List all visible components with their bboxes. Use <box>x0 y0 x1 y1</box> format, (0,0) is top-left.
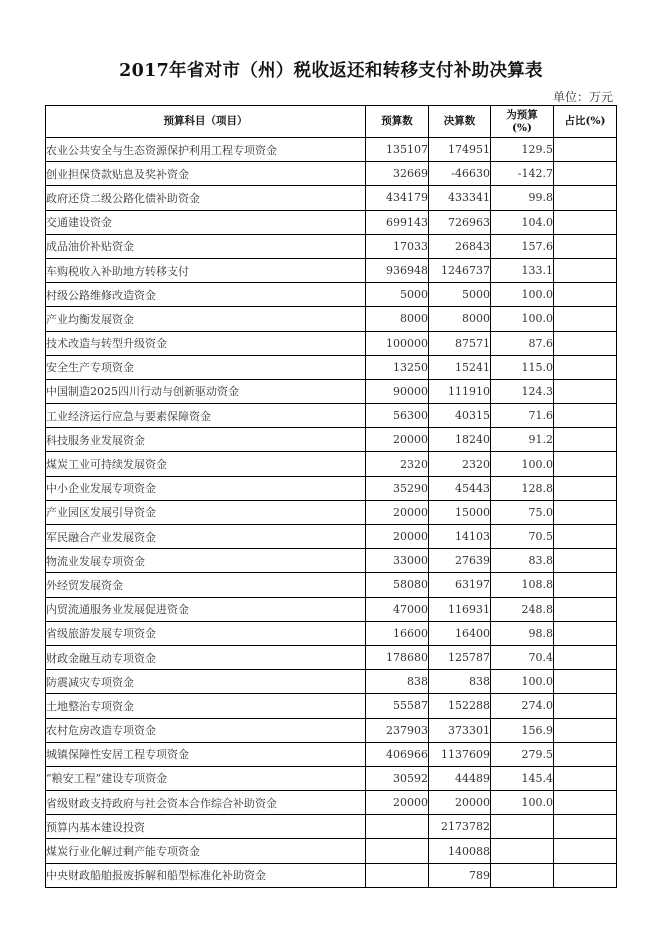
row-pct-of-budget: 100.0 <box>491 307 554 331</box>
row-pct-of-budget: 70.4 <box>491 645 554 669</box>
row-pct-of-budget: 100.0 <box>491 283 554 307</box>
row-final: 44489 <box>429 766 491 790</box>
row-share <box>554 839 617 863</box>
table-row <box>46 428 617 452</box>
row-item-name: 中央财政船舶报废拆解和船型标准化补助资金 <box>46 863 366 887</box>
row-budget: 20000 <box>366 525 429 549</box>
row-share <box>554 621 617 645</box>
row-item-name: 防震减灾专项资金 <box>46 670 366 694</box>
row-final: 26843 <box>429 234 491 258</box>
row-final: 20000 <box>429 791 491 815</box>
row-budget: 8000 <box>366 307 429 331</box>
row-item-name: 中国制造2025四川行动与创新驱动资金 <box>46 379 366 403</box>
row-budget: 58080 <box>366 573 429 597</box>
table-row <box>46 355 617 379</box>
row-pct-of-budget <box>491 815 554 839</box>
row-final: 111910 <box>429 379 491 403</box>
row-item-name: 煤炭工业可持续发展资金 <box>46 452 366 476</box>
row-budget <box>366 863 429 887</box>
table-row <box>46 476 617 500</box>
row-pct-of-budget: 87.6 <box>491 331 554 355</box>
row-pct-of-budget: 99.8 <box>491 186 554 210</box>
header-item: 预算科目（项目） <box>46 106 366 138</box>
row-item-name: 内贸流通服务业发展促进资金 <box>46 597 366 621</box>
budget-table <box>45 105 617 888</box>
row-item-name: 预算内基本建设投资 <box>46 815 366 839</box>
table-row <box>46 186 617 210</box>
header-pct-line2: (%) <box>512 121 532 134</box>
table-row <box>46 307 617 331</box>
row-budget: 838 <box>366 670 429 694</box>
header-budget: 预算数 <box>366 106 429 138</box>
document-title: 2017年省对市（州）税收返还和转移支付补助决算表 <box>119 61 543 81</box>
row-item-name: 城镇保障性安居工程专项资金 <box>46 742 366 766</box>
row-budget: 90000 <box>366 379 429 403</box>
row-share <box>554 694 617 718</box>
row-pct-of-budget: -142.7 <box>491 162 554 186</box>
table-row <box>46 500 617 524</box>
row-budget: 30592 <box>366 766 429 790</box>
table-row <box>46 670 617 694</box>
row-share <box>554 234 617 258</box>
row-item-name: 创业担保贷款贴息及奖补资金 <box>46 162 366 186</box>
row-item-name: 产业均衡发展资金 <box>46 307 366 331</box>
row-pct-of-budget: 128.8 <box>491 476 554 500</box>
table-row <box>46 597 617 621</box>
row-pct-of-budget: 75.0 <box>491 500 554 524</box>
row-pct-of-budget: 100.0 <box>491 452 554 476</box>
row-pct-of-budget <box>491 839 554 863</box>
row-pct-of-budget: 100.0 <box>491 791 554 815</box>
table-body <box>46 138 617 888</box>
row-pct-of-budget <box>491 863 554 887</box>
table-row <box>46 210 617 234</box>
row-budget: 20000 <box>366 791 429 815</box>
row-final: 726963 <box>429 210 491 234</box>
row-share <box>554 863 617 887</box>
table-row <box>46 791 617 815</box>
row-final: 838 <box>429 670 491 694</box>
row-share <box>554 428 617 452</box>
row-pct-of-budget: 70.5 <box>491 525 554 549</box>
row-budget: 100000 <box>366 331 429 355</box>
row-item-name: 工业经济运行应急与要素保障资金 <box>46 404 366 428</box>
table-header-row <box>46 106 617 138</box>
row-share <box>554 476 617 500</box>
row-budget: 32669 <box>366 162 429 186</box>
row-share <box>554 162 617 186</box>
table-row <box>46 379 617 403</box>
row-pct-of-budget: 104.0 <box>491 210 554 234</box>
row-pct-of-budget: 279.5 <box>491 742 554 766</box>
row-final: 789 <box>429 863 491 887</box>
row-pct-of-budget: 274.0 <box>491 694 554 718</box>
row-item-name: 物流业发展专项资金 <box>46 549 366 573</box>
row-budget: 33000 <box>366 549 429 573</box>
table-row <box>46 258 617 282</box>
row-item-name: 财政金融互动专项资金 <box>46 645 366 669</box>
row-final: 16400 <box>429 621 491 645</box>
row-pct-of-budget: 83.8 <box>491 549 554 573</box>
table-row <box>46 645 617 669</box>
unit-label: 单位：万元 <box>552 90 613 104</box>
header-pct-line1: 为预算 <box>506 108 538 121</box>
row-item-name: 外经贸发展资金 <box>46 573 366 597</box>
row-share <box>554 525 617 549</box>
row-budget: 178680 <box>366 645 429 669</box>
row-final: 140088 <box>429 839 491 863</box>
row-pct-of-budget: 124.3 <box>491 379 554 403</box>
row-final: 15241 <box>429 355 491 379</box>
row-budget: 5000 <box>366 283 429 307</box>
row-final: 1246737 <box>429 258 491 282</box>
row-budget: 56300 <box>366 404 429 428</box>
row-final: 14103 <box>429 525 491 549</box>
row-budget: 936948 <box>366 258 429 282</box>
table-row <box>46 815 617 839</box>
row-final: 433341 <box>429 186 491 210</box>
row-share <box>554 500 617 524</box>
row-pct-of-budget: 157.6 <box>491 234 554 258</box>
row-pct-of-budget: 156.9 <box>491 718 554 742</box>
table-row <box>46 404 617 428</box>
row-share <box>554 258 617 282</box>
row-pct-of-budget: 71.6 <box>491 404 554 428</box>
row-share <box>554 355 617 379</box>
header-share: 占比(%) <box>554 106 617 138</box>
table-row <box>46 331 617 355</box>
row-share <box>554 379 617 403</box>
row-share <box>554 210 617 234</box>
row-budget: 55587 <box>366 694 429 718</box>
row-item-name: 交通建设资金 <box>46 210 366 234</box>
row-final: 45443 <box>429 476 491 500</box>
row-item-name: 省级旅游发展专项资金 <box>46 621 366 645</box>
row-share <box>554 331 617 355</box>
table-row <box>46 283 617 307</box>
table-row <box>46 839 617 863</box>
row-final: 8000 <box>429 307 491 331</box>
row-share <box>554 404 617 428</box>
table-row <box>46 162 617 186</box>
row-share <box>554 283 617 307</box>
row-pct-of-budget: 98.8 <box>491 621 554 645</box>
row-final: 2173782 <box>429 815 491 839</box>
row-share <box>554 138 617 162</box>
table-row <box>46 621 617 645</box>
row-item-name: 土地整治专项资金 <box>46 694 366 718</box>
table-row <box>46 863 617 887</box>
table-row <box>46 742 617 766</box>
row-pct-of-budget: 91.2 <box>491 428 554 452</box>
table-row <box>46 525 617 549</box>
row-pct-of-budget: 145.4 <box>491 766 554 790</box>
table-row <box>46 766 617 790</box>
row-item-name: 军民融合产业发展资金 <box>46 525 366 549</box>
row-share <box>554 549 617 573</box>
row-final: 125787 <box>429 645 491 669</box>
row-pct-of-budget: 129.5 <box>491 138 554 162</box>
row-item-name: 科技服务业发展资金 <box>46 428 366 452</box>
row-share <box>554 186 617 210</box>
row-budget: 699143 <box>366 210 429 234</box>
row-final: 18240 <box>429 428 491 452</box>
row-budget: 35290 <box>366 476 429 500</box>
row-share <box>554 670 617 694</box>
table-row <box>46 234 617 258</box>
row-pct-of-budget: 133.1 <box>491 258 554 282</box>
row-pct-of-budget: 115.0 <box>491 355 554 379</box>
row-final: 152288 <box>429 694 491 718</box>
row-final: 87571 <box>429 331 491 355</box>
row-item-name: 车购税收入补助地方转移支付 <box>46 258 366 282</box>
row-item-name: 成品油价补贴资金 <box>46 234 366 258</box>
row-share <box>554 307 617 331</box>
row-item-name: 农村危房改造专项资金 <box>46 718 366 742</box>
row-budget: 237903 <box>366 718 429 742</box>
row-final: 27639 <box>429 549 491 573</box>
row-budget: 17033 <box>366 234 429 258</box>
row-budget: 20000 <box>366 428 429 452</box>
row-final: 40315 <box>429 404 491 428</box>
row-share <box>554 452 617 476</box>
row-share <box>554 766 617 790</box>
row-share <box>554 645 617 669</box>
row-budget: 434179 <box>366 186 429 210</box>
row-budget <box>366 815 429 839</box>
row-budget: 135107 <box>366 138 429 162</box>
row-item-name: 中小企业发展专项资金 <box>46 476 366 500</box>
row-share <box>554 742 617 766</box>
row-budget: 13250 <box>366 355 429 379</box>
row-pct-of-budget: 108.8 <box>491 573 554 597</box>
table-row <box>46 573 617 597</box>
row-final: 15000 <box>429 500 491 524</box>
header-pct-of-budget <box>491 106 554 138</box>
row-budget: 2320 <box>366 452 429 476</box>
row-budget <box>366 839 429 863</box>
row-item-name: 煤炭行业化解过剩产能专项资金 <box>46 839 366 863</box>
row-item-name: 安全生产专项资金 <box>46 355 366 379</box>
row-budget: 20000 <box>366 500 429 524</box>
row-item-name: 农业公共安全与生态资源保护利用工程专项资金 <box>46 138 366 162</box>
table-row <box>46 549 617 573</box>
row-share <box>554 597 617 621</box>
row-item-name: 村级公路维修改造资金 <box>46 283 366 307</box>
row-final: -46630 <box>429 162 491 186</box>
table-row <box>46 694 617 718</box>
row-pct-of-budget: 248.8 <box>491 597 554 621</box>
row-item-name: 产业园区发展引导资金 <box>46 500 366 524</box>
row-final: 1137609 <box>429 742 491 766</box>
table-row <box>46 138 617 162</box>
header-final: 决算数 <box>429 106 491 138</box>
row-final: 63197 <box>429 573 491 597</box>
row-budget: 16600 <box>366 621 429 645</box>
row-budget: 47000 <box>366 597 429 621</box>
row-share <box>554 815 617 839</box>
row-pct-of-budget: 100.0 <box>491 670 554 694</box>
row-share <box>554 573 617 597</box>
row-item-name: 政府还贷二级公路化债补助资金 <box>46 186 366 210</box>
row-share <box>554 791 617 815</box>
row-item-name: “粮安工程”建设专项资金 <box>46 766 366 790</box>
row-budget: 406966 <box>366 742 429 766</box>
row-share <box>554 718 617 742</box>
row-final: 116931 <box>429 597 491 621</box>
row-final: 2320 <box>429 452 491 476</box>
row-item-name: 省级财政支持政府与社会资本合作综合补助资金 <box>46 791 366 815</box>
row-final: 5000 <box>429 283 491 307</box>
row-final: 373301 <box>429 718 491 742</box>
table-row <box>46 718 617 742</box>
row-item-name: 技术改造与转型升级资金 <box>46 331 366 355</box>
row-final: 174951 <box>429 138 491 162</box>
table-row <box>46 452 617 476</box>
